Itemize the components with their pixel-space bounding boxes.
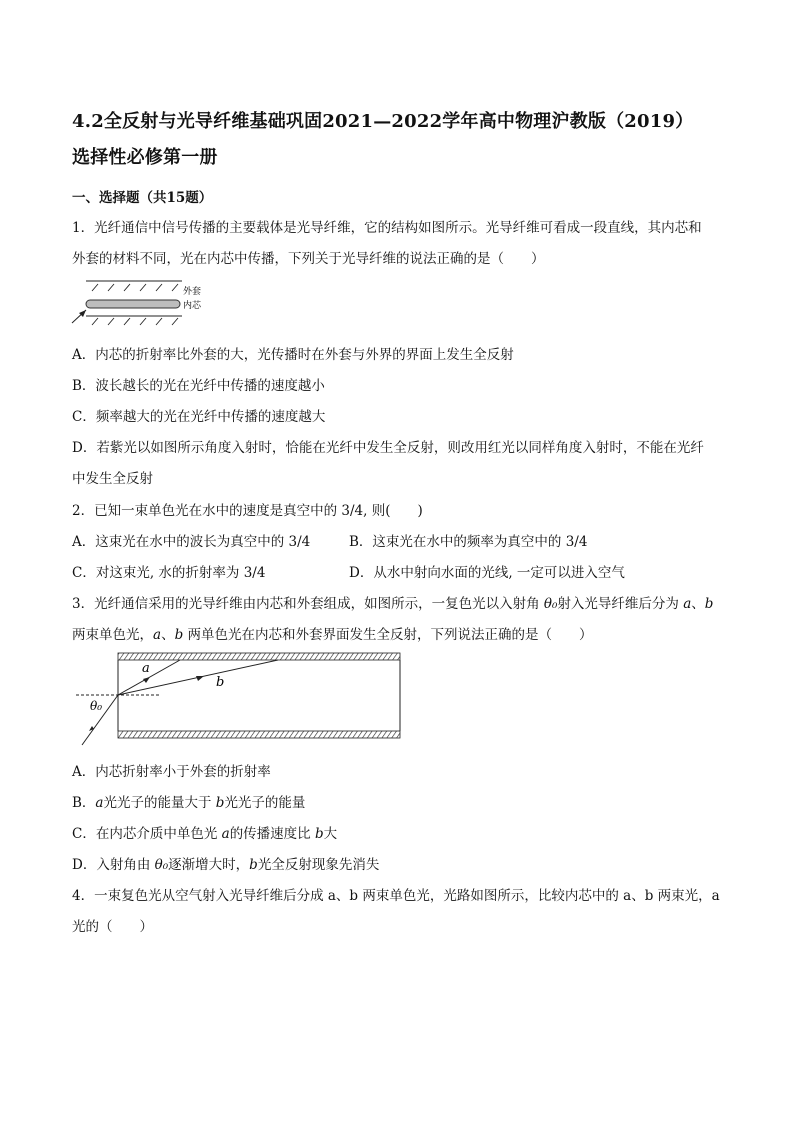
q3-theta-symbol: θ₀ — [543, 596, 558, 612]
q2-stem: 2．已知一束单色光在水中的速度是真空中的 3/4, 则( ) — [72, 503, 423, 519]
q3-option-b: B．a光光子的能量大于 b光光子的能量 — [72, 795, 306, 811]
title-line-2: 选择性必修第一册 — [72, 147, 218, 168]
q3-outer-cladding-top — [118, 653, 400, 660]
q1-stem-line-1: 1．光纤通信中信号传播的主要载体是光导纤维，它的结构如图所示。光导纤维可看成一段直线，其内芯和 — [72, 220, 702, 236]
q3-outer-cladding-bottom — [118, 731, 400, 738]
q1-option-d-line-2: 中发生全反射 — [72, 471, 153, 487]
q1-option-c: C．频率越大的光在光纤中传播的速度越大 — [72, 409, 326, 425]
q2-option-b: B．这束光在水中的频率为真空中的 3/4 — [349, 534, 588, 550]
document-title — [72, 104, 732, 176]
q3-fiber-diagram — [72, 650, 406, 750]
title-line-1: 4.2全反射与光导纤维基础巩固2021—2022学年高中物理沪教版（2019） — [72, 111, 694, 132]
q4-stem-line-2: 光的（ ） — [72, 919, 153, 935]
q3-option-d: D．入射角由 θ₀逐渐增大时，b光全反射现象先消失 — [72, 857, 380, 873]
q3-stem-line-2: 两束单色光，a、b 两单色光在内芯和外套界面发生全反射，下列说法正确的是（ ） — [72, 627, 593, 643]
q1-option-a: A．内芯的折射率比外套的大，光传播时在外套与外界的界面上发生全反射 — [72, 347, 514, 363]
q1-fiber-diagram — [66, 277, 216, 329]
q3-label-a: a — [142, 661, 150, 676]
q2-option-a: A．这束光在水中的波长为真空中的 3/4 — [72, 534, 311, 550]
q2-option-d: D．从水中射向水面的光线, 一定可以进入空气 — [349, 565, 625, 581]
q2-option-c: C．对这束光, 水的折射率为 3/4 — [72, 565, 266, 581]
q3-label-theta: θ₀ — [90, 699, 103, 713]
q3-stem-line-1: 3．光纤通信采用的光导纤维由内芯和外套组成，如图所示，一复色光以入射角 θ₀射入光导纤维后分为 a、b — [72, 596, 714, 612]
q1-option-d-line-1: D．若紫光以如图所示角度入射时，恰能在光纤中发生全反射，则改用红光以同样角度入射时，不能在光纤 — [72, 440, 704, 456]
q4-stem-line-1: 4．一束复色光从空气射入光导纤维后分成 a、b 两束单色光，光路如图所示，比较内芯中的 a、b 两束光，a — [72, 888, 720, 904]
q3-option-a: A．内芯折射率小于外套的折射率 — [72, 764, 271, 780]
q1-label-outer: 外套 — [183, 287, 202, 297]
q3-option-c: C．在内芯介质中单色光 a的传播速度比 b大 — [72, 826, 338, 842]
q1-option-b: B．波长越长的光在光纤中传播的速度越小 — [72, 378, 325, 394]
q1-stem-line-2: 外套的材料不同，光在内芯中传播，下列关于光导纤维的说法正确的是（ ） — [72, 251, 545, 267]
q1-label-inner: 内芯 — [183, 301, 202, 311]
q3-label-b: b — [216, 675, 225, 690]
section-heading: 一、选择题（共15题） — [72, 190, 213, 206]
q1-inner-core — [86, 300, 180, 308]
